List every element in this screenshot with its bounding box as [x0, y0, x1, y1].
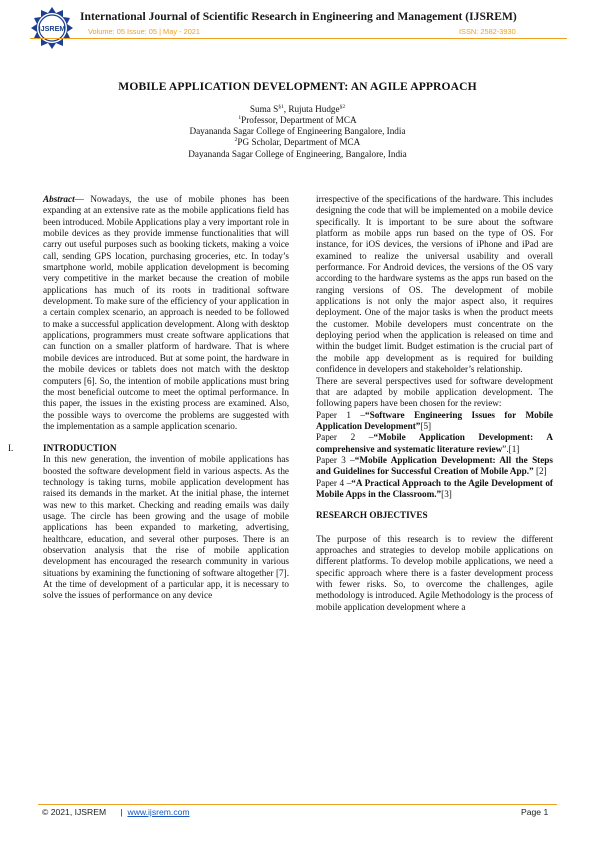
abstract-label: Abstract — [43, 194, 75, 204]
website-link[interactable]: www.ijsrem.com — [127, 807, 190, 817]
footer-left — [42, 807, 190, 817]
footer-separator: | — [120, 807, 123, 817]
introduction-heading — [8, 443, 289, 454]
logo-text: IJSREM — [38, 24, 66, 33]
paper-ref: [3] — [441, 488, 452, 499]
author-sup: §2 — [339, 103, 346, 110]
paper-list-item — [316, 478, 553, 501]
abstract-text: — Nowadays, the use of mobile phones has been expanding at an extensive rate as the mobile applications field has been introduced. Mobile Applications play a very important role in mobile devices as they provide immense functionalities that will carry out useful purposes such as booking tickets, making a voice call, sending GPS location, purchasing groceries, etc. In today’s smartphone world, mobile application development is becoming very competitive in the market because the creation of mobile applications has much of its roots in traditional software development. To make sure of the efficiency of your application in a certain complex scenario, an approach is needed to be followed to make a successful application development. Along with desktop applications, programmers must create software applications that can function on a smaller platform of hardware. That is where mobile devices are introduced. But at some point, the hardware in the mobile devices or tablets does not match with the desktop computers [6]. So, the intention of mobile applications must bring the most beneficial outcome to meet the optimal performance. In this paper, the issues in the existing process are examined. Also, the possible ways to overcome the problems are suggested with the implementation as a sample application scenario. — [43, 194, 289, 431]
author-name: Rujuta Hudge — [288, 104, 340, 114]
paper-ref: [2] — [533, 466, 547, 477]
page-number: Page 1 — [521, 807, 549, 817]
body-paragraph: irrespective of the specifications of the hardware. This includes designing the code that will be implemented on a mobile device specifically. It is important to be sure about the software platform as mobile apps run based on the type of OS. For instance, for iOS devices, the versions of iPhone and iPad are examined to realize the universal usability and overall performance. For Android devices, the versions of the OS vary according to the hardware systems as the apps run based on the ranging versions of OS. The development of mobile applications is not only the major aspect also, it requires deployment. One of the major tasks is when the product meets the customer. Mobile developers must concentrate on the deploying period when the application is released on time and within the budget limit. Budget estimation is the crucial part of the mobile app development as is required for building confidence in developers and stakeholder’s relationship. — [316, 194, 553, 375]
affiliation-line — [0, 115, 595, 126]
paper-prefix: Paper 2 – — [316, 432, 374, 443]
paper-ref: ”.[1] — [502, 443, 520, 454]
journal-logo — [30, 6, 74, 50]
header-divider — [30, 38, 567, 39]
paper-title-ref: “A Practical Approach to the Agile Development of Mobile Apps in the Classroom.” — [316, 477, 553, 499]
section-title: INTRODUCTION — [43, 443, 117, 454]
paper-list-item — [316, 410, 553, 433]
research-objectives-heading: RESEARCH OBJECTIVES — [316, 510, 428, 521]
journal-logo-graphic — [30, 6, 74, 50]
research-objectives-text: The purpose of this research is to review the different approaches and strategies to develop mobile applications on different platforms. To develop mobile applications, we need a specific approach where there is a faster development process with fewer risks. So, to overcome the challenges, agile methodology is introduced. Agile Methodology is the process of mobile application development where a — [316, 533, 553, 612]
paper-title-ref: “Software Engineering Issues for Mobile Application Development” — [316, 409, 554, 431]
issn-number: ISSN: 2582-3930 — [459, 27, 516, 36]
paper-list-item — [316, 455, 553, 478]
journal-title: International Journal of Scientific Research in Engineering and Management (IJSREM) — [80, 10, 517, 23]
author-separator: , — [283, 104, 289, 114]
volume-issue-line: Volume: 05 Issue: 05 | May - 2021 — [88, 27, 201, 36]
paper-prefix: Paper 3 – — [316, 454, 355, 465]
affiliation-sup: 1 — [238, 114, 242, 121]
author-list — [0, 104, 595, 115]
paper-prefix: Paper 1 – — [316, 409, 365, 420]
section-number: I. — [8, 443, 14, 454]
left-column — [8, 194, 289, 602]
copyright-text: © 2021, IJSREM — [42, 807, 107, 817]
paper-title-ref: “Mobile Application Development: All the Steps and Guidelines for Successful Creation of Mobile App.” — [316, 454, 553, 477]
right-column — [316, 194, 553, 613]
abstract — [43, 194, 289, 432]
author-sup: §1 — [278, 103, 284, 110]
paper-title: MOBILE APPLICATION DEVELOPMENT: AN AGILE APPROACH — [118, 80, 477, 93]
paper-list-item — [316, 432, 553, 455]
paper-prefix: Paper 4 – — [316, 477, 352, 488]
author-name: Suma S — [249, 104, 279, 114]
institution-line: Dayananda Sagar College of Engineering Bangalore, India — [189, 126, 406, 136]
affiliation-sup: 2 — [234, 136, 238, 143]
institution-line: Dayananda Sagar College of Engineering, Bangalore, India — [188, 149, 407, 159]
affiliation-line — [0, 137, 595, 148]
affiliation-text: PG Scholar, Department of MCA — [237, 137, 361, 147]
paper-ref: [5] — [420, 420, 432, 431]
footer-divider — [38, 804, 557, 805]
paper-title-ref: “Mobile Application Development: A comprehensive and systematic literature review — [316, 432, 553, 454]
introduction-text: In this new generation, the invention of mobile applications has boosted the software development field in various aspects. As the technology is taking turns, mobile application development has raised its demands in the market. At the initial phase, the internet was new to this market. Checking and reading emails was daily usage. The circle has been growing and the usage of mobile applications has been expanded to marketing, advertising, healthcare, education, and several other purposes. There is an observation analysis that the rise of mobile application development has encouraged the research community in various situations by examining the functioning of software altogether [7]. At the time of development of a particular app, it is necessary to solve the issues of performance on any device — [43, 454, 289, 601]
affiliation-text: Professor, Department of MCA — [241, 115, 357, 125]
body-paragraph: There are several perspectives used for software development that are adapted by mobile application development. The following papers have been chosen for the review: — [316, 375, 553, 409]
